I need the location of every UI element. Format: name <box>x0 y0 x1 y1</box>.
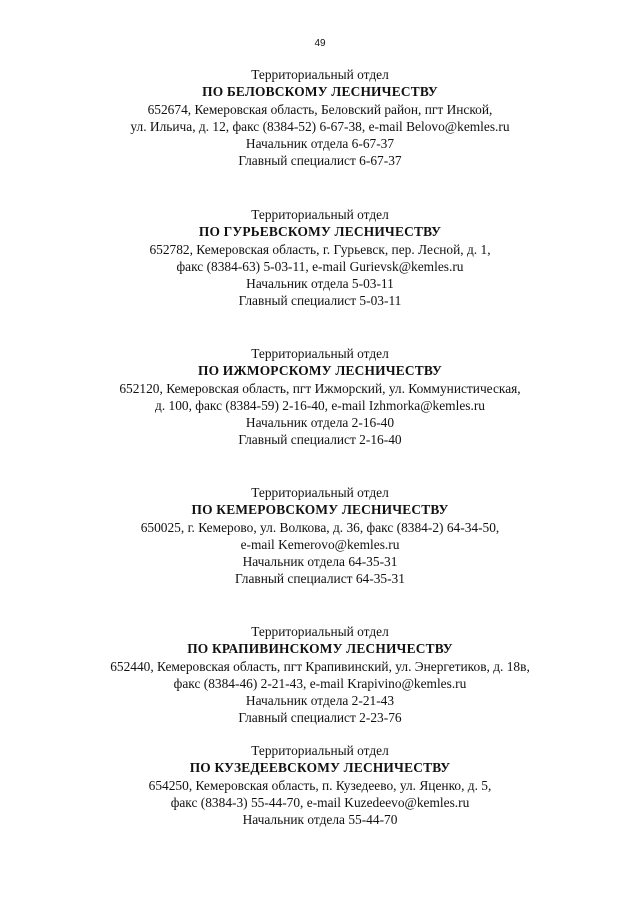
head-phone: Начальник отдела 5-03-11 <box>246 276 394 292</box>
section-name: ПО КРАПИВИНСКОМУ ЛЕСНИЧЕСТВУ <box>187 641 453 657</box>
specialist-phone: Главный специалист 2-16-40 <box>238 432 402 448</box>
specialist-phone: Главный специалист 6-67-37 <box>238 153 402 169</box>
section-name: ПО КЕМЕРОВСКОМУ ЛЕСНИЧЕСТВУ <box>191 502 449 518</box>
section-heading: Территориальный отдел <box>251 624 389 639</box>
address-line: 654250, Кемеровская область, п. Кузедеево, ул. Яценко, д. 5, <box>148 777 492 793</box>
address-line: 652674, Кемеровская область, Беловский район, пгт Инской, <box>147 101 493 117</box>
page-number: 49 <box>314 38 326 49</box>
contact-line: факс (8384-46) 2-21-43, e-mail Krapivino@kemles.ru <box>173 675 467 691</box>
section-belovo <box>0 66 640 170</box>
contact-line: факс (8384-63) 5-03-11, e-mail Gurievsk@kemles.ru <box>176 258 464 274</box>
address-line: 652120, Кемеровская область, пгт Ижморский, ул. Коммунистическая, <box>119 380 521 396</box>
specialist-phone: Главный специалист 64-35-31 <box>235 571 405 587</box>
section-heading: Территориальный отдел <box>251 346 389 361</box>
section-krapivino <box>0 623 640 727</box>
section-kuzedeevo <box>0 742 640 828</box>
contact-line: ул. Ильича, д. 12, факс (8384-52) 6-67-38, e-mail Belovo@kemles.ru <box>130 118 510 134</box>
section-kemerovo <box>0 484 640 588</box>
section-heading: Территориальный отдел <box>251 485 389 500</box>
contact-line: д. 100, факс (8384-59) 2-16-40, e-mail Izhmorka@kemles.ru <box>155 397 485 413</box>
section-name: ПО БЕЛОВСКОМУ ЛЕСНИЧЕСТВУ <box>202 84 438 100</box>
section-heading: Территориальный отдел <box>251 207 389 222</box>
head-phone: Начальник отдела 2-16-40 <box>245 415 395 431</box>
head-phone: Начальник отдела 6-67-37 <box>245 136 395 152</box>
head-phone: Начальник отдела 55-44-70 <box>242 812 398 828</box>
head-phone: Начальник отдела 64-35-31 <box>242 554 398 570</box>
section-heading: Территориальный отдел <box>251 67 389 82</box>
contact-line: факс (8384-3) 55-44-70, e-mail Kuzedeevo@kemles.ru <box>170 794 470 810</box>
address-line: 652782, Кемеровская область, г. Гурьевск, пер. Лесной, д. 1, <box>149 241 491 257</box>
section-heading: Территориальный отдел <box>251 743 389 758</box>
contact-line: e-mail Kemerovo@kemles.ru <box>240 536 400 552</box>
specialist-phone: Главный специалист 2-23-76 <box>238 710 402 726</box>
address-line: 650025, г. Кемерово, ул. Волкова, д. 36, факс (8384-2) 64-34-50, <box>140 519 500 535</box>
address-line: 652440, Кемеровская область, пгт Крапивинский, ул. Энергетиков, д. 18в, <box>110 658 530 674</box>
head-phone: Начальник отдела 2-21-43 <box>245 693 395 709</box>
section-name: ПО ИЖМОРСКОМУ ЛЕСНИЧЕСТВУ <box>198 363 442 379</box>
specialist-phone: Главный специалист 5-03-11 <box>238 293 402 309</box>
section-name: ПО ГУРЬЕВСКОМУ ЛЕСНИЧЕСТВУ <box>198 224 442 240</box>
section-gurievsk <box>0 206 640 310</box>
section-name: ПО КУЗЕДЕЕВСКОМУ ЛЕСНИЧЕСТВУ <box>189 760 451 776</box>
section-izhmorka <box>0 345 640 449</box>
